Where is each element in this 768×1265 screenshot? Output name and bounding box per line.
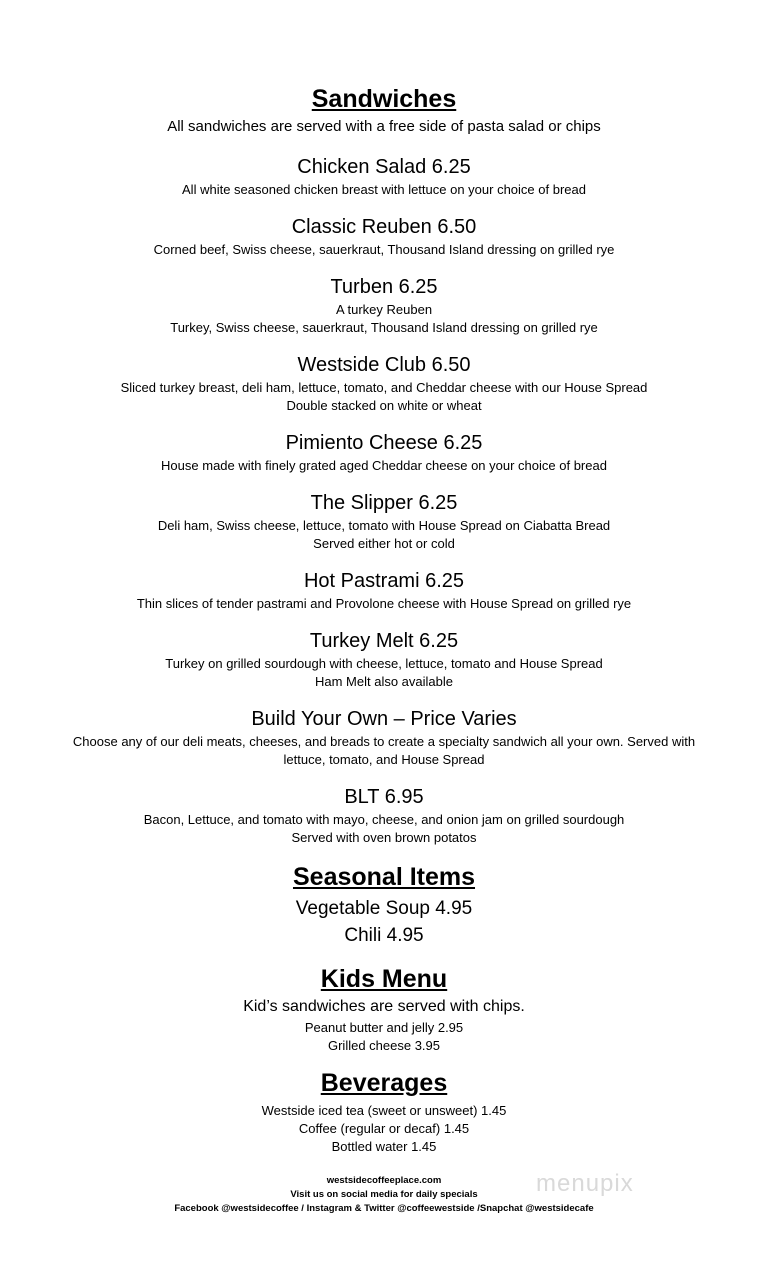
menu-item-pimiento-cheese: Pimiento Cheese 6.25 <box>285 432 483 454</box>
menu-item-description: Thin slices of tender pastrami and Provolone cheese with House Spread on grilled rye <box>136 596 632 611</box>
menu-item-description: lettuce, tomato, and House Spread <box>283 752 485 767</box>
kids-menu-item: Peanut butter and jelly 2.95 <box>304 1020 464 1035</box>
menu-item-description: Corned beef, Swiss cheese, sauerkraut, Thousand Island dressing on grilled rye <box>153 242 615 257</box>
footer-social-handles: Facebook @westsidecoffee / Instagram & Twitter @coffeewestside /Snapchat @westsidecafe <box>174 1203 594 1214</box>
beverages-heading: Beverages <box>320 1069 448 1097</box>
menu-item-description: Deli ham, Swiss cheese, lettuce, tomato with House Spread on Ciabatta Bread <box>157 518 611 533</box>
menu-item-description: Turkey, Swiss cheese, sauerkraut, Thousand Island dressing on grilled rye <box>170 320 598 335</box>
kids-menu-heading: Kids Menu <box>320 965 448 993</box>
menu-item-description: Bacon, Lettuce, and tomato with mayo, cheese, and onion jam on grilled sourdough <box>143 812 625 827</box>
menu-item-westside-club: Westside Club 6.50 <box>297 354 471 376</box>
menu-item-the-slipper: The Slipper 6.25 <box>310 492 458 514</box>
sandwiches-subtitle: All sandwiches are served with a free side of pasta salad or chips <box>167 118 601 135</box>
seasonal-item: Chili 4.95 <box>344 925 424 946</box>
menu-item-chicken-salad: Chicken Salad 6.25 <box>297 156 471 178</box>
footer-website: westsidecoffeeplace.com <box>326 1175 442 1186</box>
menu-item-description: Ham Melt also available <box>314 674 453 689</box>
menu-item-description: Turkey on grilled sourdough with cheese, lettuce, tomato and House Spread <box>165 656 603 671</box>
menu-item-description: Served with oven brown potatos <box>291 830 477 845</box>
watermark-logo: menupix <box>536 1170 634 1197</box>
sandwiches-heading: Sandwiches <box>311 85 457 113</box>
seasonal-item: Vegetable Soup 4.95 <box>295 898 473 919</box>
menu-item-turben: Turben 6.25 <box>330 276 438 298</box>
menu-item-turkey-melt: Turkey Melt 6.25 <box>309 630 459 652</box>
beverage-item: Coffee (regular or decaf) 1.45 <box>298 1121 470 1136</box>
menu-item-classic-reuben: Classic Reuben 6.50 <box>291 216 477 238</box>
menu-item-description: All white seasoned chicken breast with lettuce on your choice of bread <box>182 182 586 197</box>
menu-item-blt: BLT 6.95 <box>344 786 424 808</box>
menu-item-description: Choose any of our deli meats, cheeses, and breads to create a specialty sandwich all your own. Served with <box>72 734 696 749</box>
kids-menu-item: Grilled cheese 3.95 <box>327 1038 440 1053</box>
menu-item-hot-pastrami: Hot Pastrami 6.25 <box>303 570 465 592</box>
kids-menu-subtitle: Kid’s sandwiches are served with chips. <box>243 998 525 1015</box>
menu-item-description: Served either hot or cold <box>313 536 455 551</box>
seasonal-heading: Seasonal Items <box>292 863 476 891</box>
menu-item-description: House made with finely grated aged Cheddar cheese on your choice of bread <box>161 458 607 473</box>
menu-item-description: Sliced turkey breast, deli ham, lettuce, tomato, and Cheddar cheese with our House Spread <box>120 380 648 395</box>
menu-item-build-your-own: Build Your Own – Price Varies <box>251 708 517 730</box>
beverage-item: Bottled water 1.45 <box>331 1139 437 1154</box>
footer-social-note: Visit us on social media for daily specials <box>290 1189 478 1200</box>
menu-item-description: Double stacked on white or wheat <box>286 398 482 413</box>
menu-item-description: A turkey Reuben <box>335 302 433 317</box>
beverage-item: Westside iced tea (sweet or unsweet) 1.45 <box>261 1103 507 1118</box>
